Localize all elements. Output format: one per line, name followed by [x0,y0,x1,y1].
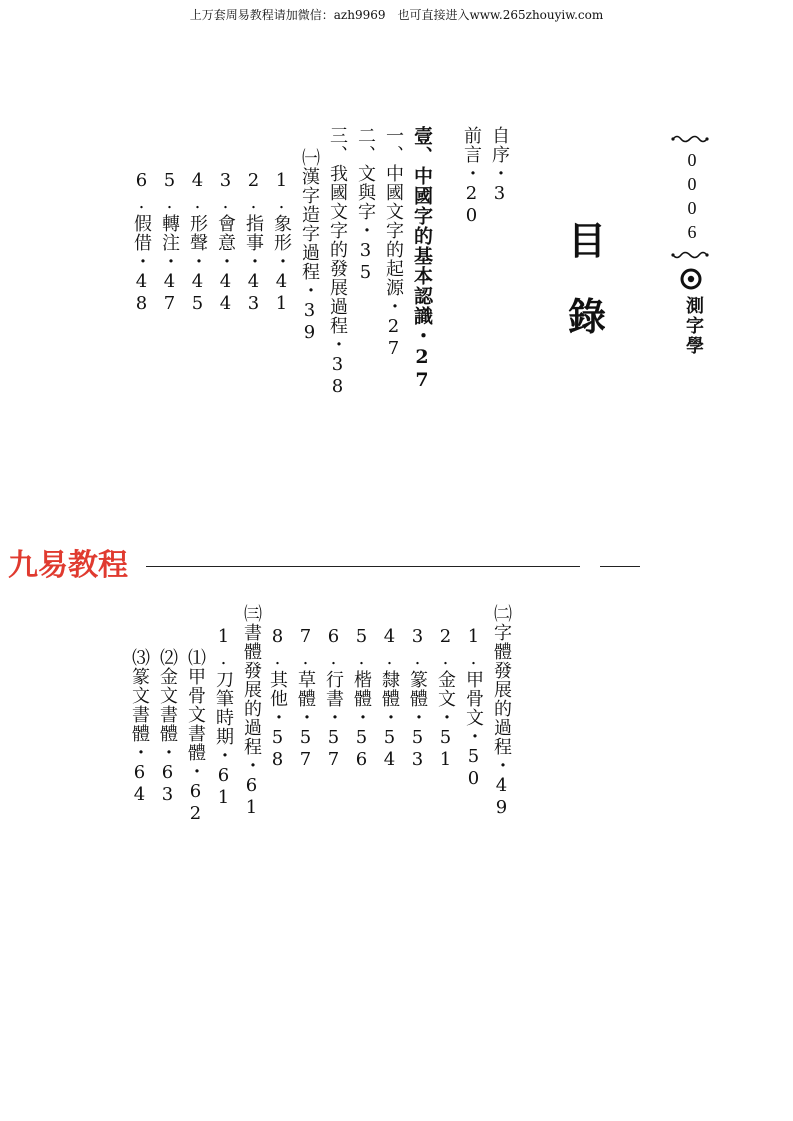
brand-text: 測字學 [683,296,704,356]
toc-entry: 1.刀筆時期・61 [213,626,234,809]
divider-line [146,566,580,567]
toc-entry: 5.轉注・47 [159,170,180,315]
toc-entry: 3.會意・44 [215,170,236,315]
toc-entry: 三、我國文字的發展過程・38 [327,126,348,398]
toc-entry: ㈢書體發展的過程・61 [241,604,262,819]
toc-entry: 4.隸體・54 [379,626,400,771]
toc-entry: 自序・3 [489,126,510,205]
toc-entry: 前言・20 [461,126,482,227]
toc-entry: 8.其他・58 [267,626,288,771]
toc-entry: 2.指事・43 [243,170,264,315]
toc-entry: ⑶篆文書體・64 [129,648,150,806]
toc-entry: 二、文與字・35 [355,126,376,284]
toc-entry: ⑵金文書體・63 [157,648,178,806]
toc-entry: 一、中國文字的起源・27 [383,126,404,360]
spiral-logo-icon [680,268,702,290]
toc-entry: 7.草體・57 [295,626,316,771]
toc-entry: 4.形聲・45 [187,170,208,315]
toc-entry: 3.篆體・53 [407,626,428,771]
title-char-2: 錄 [568,294,607,339]
toc-entry: 1.象形・41 [271,170,292,315]
page-number: 0006 [682,150,702,246]
toc-entry: ⑴甲骨文書體・62 [185,648,206,825]
toc-entry: 6.假借・48 [131,170,152,315]
toc-entry: 1.甲骨文・50 [463,626,484,790]
bottom-ornament-icon [671,250,709,260]
toc-entry: 2.金文・51 [435,626,456,771]
title-char-1: 目 [568,218,607,263]
watermark-logo: 九易教程 [8,548,128,583]
top-ornament-icon [671,134,709,144]
toc-entry: 6.行書・57 [323,626,344,771]
toc-entry: 5.楷體・56 [351,626,372,771]
toc-entry: ㈡字體發展的過程・49 [491,604,512,819]
toc-chapter-heading: 壹、中國字的基本認識・27 [411,126,433,392]
toc-entry: ㈠漢字造字過程・39 [299,148,320,344]
header-text: 上万套周易教程请加微信：azh9969 也可直接进入www.265zhouyiw.com [189,8,604,22]
divider-line-short [600,566,640,567]
